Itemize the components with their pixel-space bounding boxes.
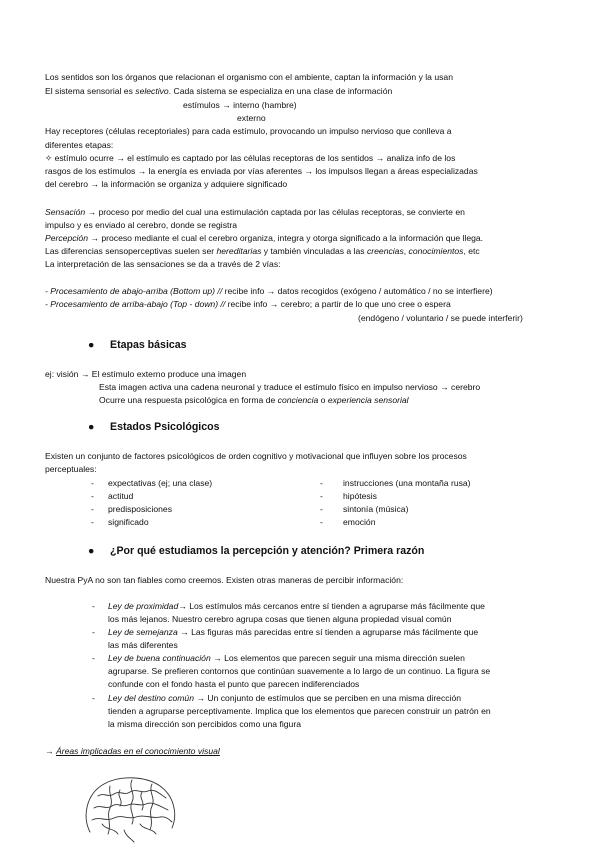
- list-dash: -: [92, 693, 95, 703]
- factor-right-2: hipótesis: [343, 491, 377, 501]
- intro-line-5: Hay receptores (células receptoriales) para cada estímulo, provocando un impulso nervioso que conlleva a: [45, 126, 452, 136]
- list-dash: -: [320, 504, 323, 514]
- law-semejanza-line-2: las más diferentes: [108, 640, 178, 650]
- law-continuacion-line-2: agruparse. Se prefieren contornos que continúan suavemente a lo largo de un continuo. La figura se: [108, 666, 491, 676]
- intro-line-3: estímulos → interno (hambre): [183, 100, 297, 110]
- list-dash: -: [91, 491, 94, 501]
- list-dash: -: [320, 478, 323, 488]
- heading-primera-razon: ● ¿Por qué estudiamos la percepción y atención? Primera razón: [88, 545, 425, 557]
- list-dash: -: [92, 627, 95, 637]
- heading-estados-psicologicos: ● Estados Psicológicos: [88, 421, 220, 433]
- bullet-icon: ●: [88, 545, 95, 557]
- factor-right-3: sintonía (música): [343, 504, 409, 514]
- factor-right-1: instrucciones (una montaña rusa): [343, 478, 471, 488]
- sensacion-line-2: impulso y es enviado al cerebro, donde se registra: [45, 220, 238, 230]
- factor-right-4: emoción: [343, 517, 376, 527]
- law-proximidad-line-2: los más lejanos. Nuestro cerebro agrupa cosas que tienen alguna propiedad visual común: [108, 614, 452, 624]
- via-top-down: - Procesamiento de arriba-abajo (Top - down) // recibe info → cerebro; a partir de lo que uno cree o espera: [45, 299, 451, 309]
- estados-line-2: perceptuales:: [45, 464, 97, 474]
- intro-line-1: Los sentidos son los órganos que relacionan el organismo con el ambiente, captan la información y la usan: [45, 72, 453, 82]
- diferencias-line: Las diferencias sensoperceptivas suelen ser hereditarias y también vinculadas a las creencias, conocimientos, etc: [45, 246, 480, 256]
- list-dash: -: [91, 517, 94, 527]
- brain-illustration: [80, 772, 180, 844]
- heading-etapas-basicas: ● Etapas básicas: [88, 339, 187, 351]
- list-dash: -: [320, 517, 323, 527]
- etapas-line-2: Esta imagen activa una cadena neuronal y traduce el estímulo físico en impulso nervioso → cerebro: [99, 382, 481, 392]
- law-proximidad-line-1: Ley de proximidad→ Los estímulos más cercanos entre sí tienden a agruparse más fácilmente que: [108, 601, 485, 611]
- factor-left-3: predisposiciones: [108, 504, 173, 514]
- intro-line-6: diferentes etapas:: [45, 140, 114, 150]
- list-dash: -: [320, 491, 323, 501]
- interpretacion-line: La interpretación de las sensaciones se da a través de 2 vías:: [45, 259, 281, 269]
- percepcion-line: Percepción → proceso mediante el cual el cerebro organiza, integra y otorga significado a la información que llega.: [45, 233, 484, 243]
- factor-left-1: expectativas (ej; una clase): [108, 478, 213, 488]
- sensacion-line-1: Sensación → proceso por medio del cual una estimulación captada por las células receptoras, se convierte en: [45, 207, 465, 217]
- intro-line-9: del cerebro → la información se organiza y adquiere significado: [45, 179, 288, 189]
- intro-line-4: externo: [237, 113, 266, 123]
- etapas-line-1: ej: visión → El estímulo externo produce una imagen: [45, 369, 247, 379]
- list-dash: -: [91, 504, 94, 514]
- bullet-icon: ●: [88, 421, 95, 433]
- via-bottom-up: - Procesamiento de abajo-arriba (Bottom up) // recibe info → datos recogidos (exógeno / automático / no se interfiere): [45, 286, 493, 296]
- law-semejanza-line-1: Ley de semejanza → Las figuras más parecidas entre sí tienden a agruparse más fácilmente que: [108, 627, 479, 637]
- law-destino-line-3: la misma dirección son percibidos como una figura: [108, 719, 301, 729]
- list-dash: -: [92, 601, 95, 611]
- intro-line-7: ✧ estímulo ocurre → el estímulo es captado por las células receptoras de los sentidos → analiza info de los: [45, 153, 456, 163]
- intro-line-8: rasgos de los estímulos → la energía es enviada por vías aferentes → los impulsos llegan a áreas especializadas: [45, 166, 478, 176]
- etapas-line-3: Ocurre una respuesta psicológica en forma de conciencia o experiencia sensorial: [99, 395, 409, 405]
- pya-intro: Nuestra PyA no son tan fiables como creemos. Existen otras maneras de percibir información:: [45, 575, 404, 585]
- law-continuacion-line-3: confunde con el fondo hasta el punto que parecen indiferenciados: [108, 679, 360, 689]
- law-destino-line-2: tienden a agruparse perceptivamente. Implica que los elementos que parecen construir un patrón en: [108, 706, 491, 716]
- law-destino-line-1: Ley del destino común → Un conjunto de estímulos que se perciben en una misma dirección: [108, 693, 462, 703]
- factor-left-2: actitud: [108, 491, 134, 501]
- areas-heading: → Áreas implicadas en el conocimiento visual: [45, 746, 220, 756]
- via-top-down-note: (endógeno / voluntario / se puede interferir): [358, 313, 523, 323]
- factor-left-4: significado: [108, 517, 149, 527]
- list-dash: -: [92, 653, 95, 663]
- list-dash: -: [91, 478, 94, 488]
- law-continuacion-line-1: Ley de buena continuación → Los elementos que parecen seguir una misma dirección suelen: [108, 653, 465, 663]
- arrow-right-icon: →: [45, 746, 56, 756]
- bullet-icon: ●: [88, 339, 95, 351]
- estados-line-1: Existen un conjunto de factores psicológicos de orden cognitivo y motivacional que influyen sobre los procesos: [45, 451, 467, 461]
- intro-line-2: El sistema sensorial es selectivo. Cada sistema se especializa en una clase de información: [45, 86, 393, 96]
